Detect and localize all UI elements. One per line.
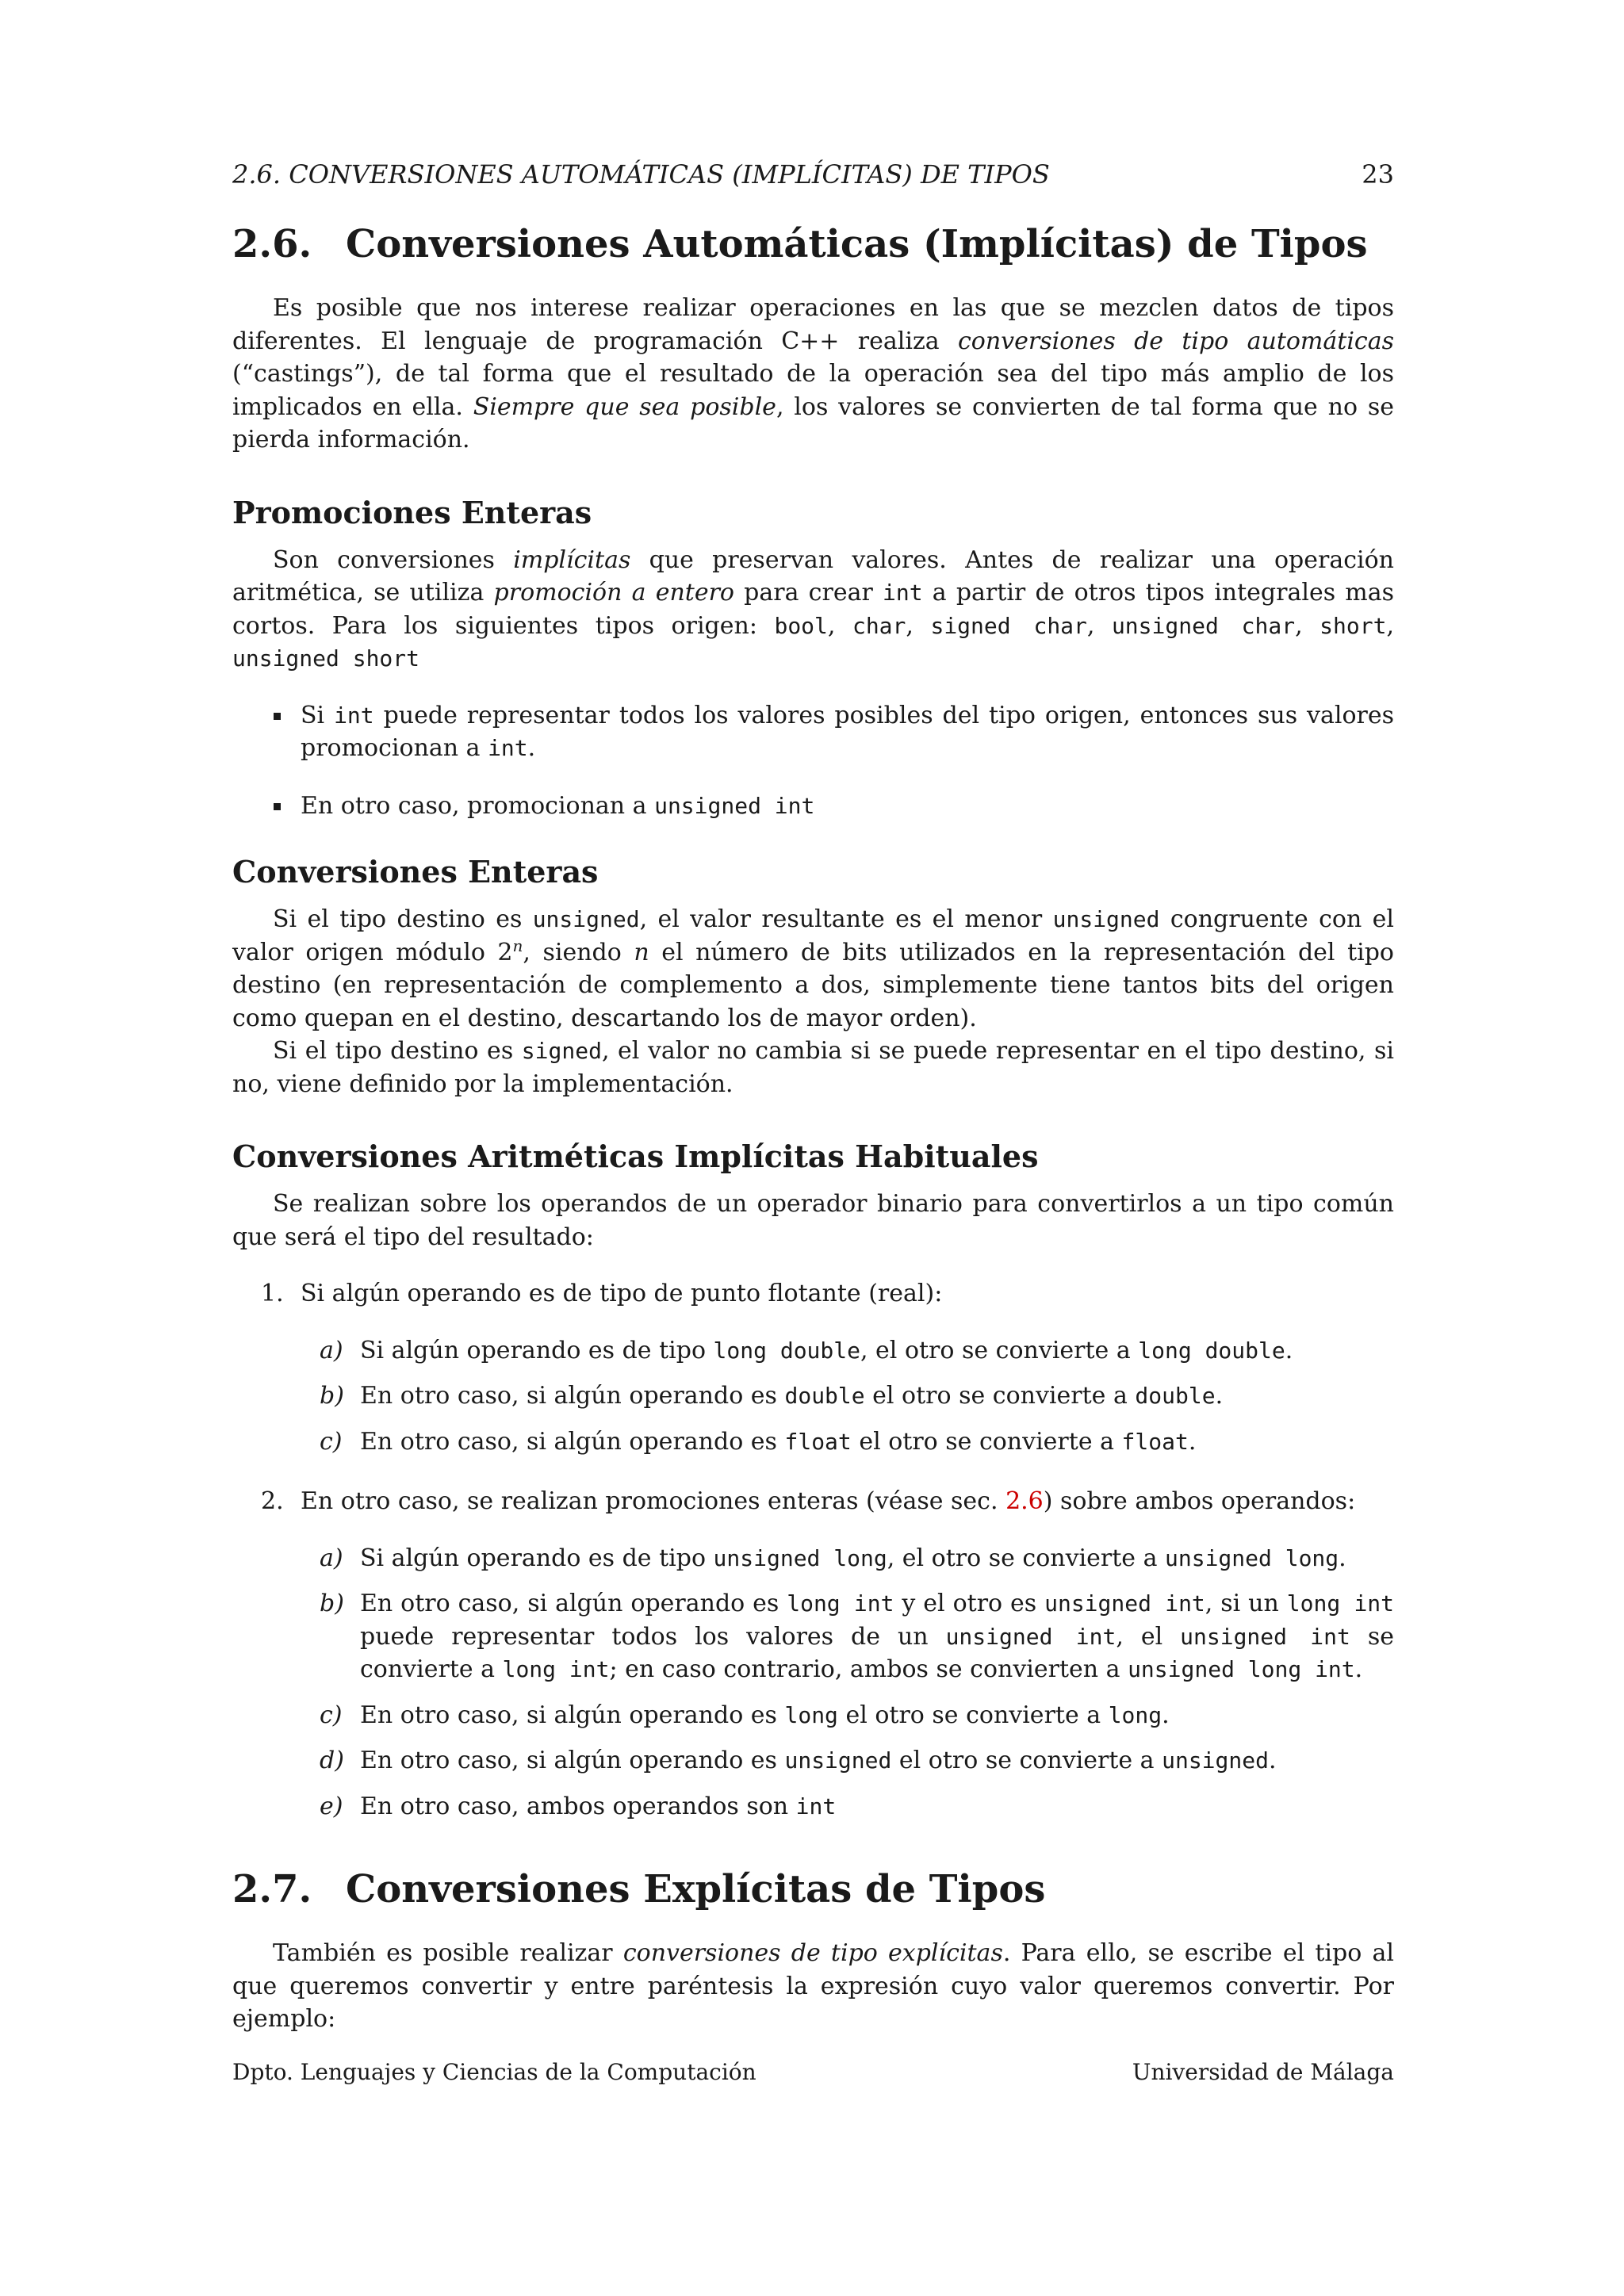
code: int [488,735,528,761]
text-run: , [1295,611,1320,640]
arithmetic-rules-list [232,1277,1394,1823]
text-run: congruente con el valor origen módulo 2 [232,905,1394,966]
text-run: el otro se convierte a [864,1382,1136,1410]
list-label: c) [320,1701,343,1729]
code: int [795,1793,837,1820]
text-run: . Para ello, se escribe el tipo al que queremos convertir y entre paréntesis la expresión cuyo valor queremos convertir. Por ejemplo: [232,1939,1394,2033]
promociones-bullet-list [232,699,1394,823]
text-run: ) sobre ambos operandos: [1043,1487,1356,1515]
page-content [232,220,1394,2036]
list-item [232,1542,1394,1575]
list-label: a) [320,1544,343,1572]
section-2-7-intro [232,1937,1394,2036]
code: unsigned int [1044,1590,1205,1617]
text-run: En otro caso, si algún operando es [360,1382,785,1410]
text-run: , [827,611,852,640]
code: int [334,702,374,729]
code: unsigned int [654,792,815,819]
text-run: el número de bits utilizados en la representación del tipo destino (en representación de complemento a dos, simplemente tiene tantos bits del origen como quepan en el destino, descartando los de mayor orden). [232,938,1394,1032]
text-run: , el [1116,1622,1181,1651]
text-run: En otro caso, se realizan promociones enteras (véase sec. [301,1487,1006,1515]
code: double [784,1383,865,1409]
code: unsigned int [945,1623,1116,1650]
code: short [1320,612,1387,639]
code: unsigned char [1111,612,1296,639]
text-run: , [1086,611,1112,640]
emphasis: Siempre que sea posible [473,392,776,421]
section-reference-link[interactable]: 2.6 [1005,1487,1044,1515]
footer-department: Dpto. Lenguajes y Ciencias de la Computación [232,2059,756,2085]
list-item [232,1425,1394,1459]
code: unsigned [1162,1747,1269,1774]
code: long double [713,1337,860,1364]
promociones-heading: Promociones Enteras [232,494,592,530]
list-item [232,1744,1394,1777]
section-number: 2.6. [232,222,312,266]
code: unsigned [532,906,640,932]
text-run: En otro caso, si algún operando es [360,1590,787,1617]
list-item [232,1380,1394,1413]
sub-list [301,1542,1394,1823]
section-2-7-heading [232,1866,1394,1913]
text-run: Es posible que nos interese realizar operaciones en las que se mezclen datos de tipos diferentes. El lenguaje de programación C++ realiza [232,294,1394,355]
list-item [232,699,1394,765]
list-label: e) [320,1792,343,1820]
text-run: el otro se convierte a [851,1427,1122,1456]
section-title: Conversiones Automáticas (Implícitas) de Tipos [346,222,1368,266]
list-item [232,1277,1394,1458]
list-item [232,1587,1394,1686]
text-run: Si el tipo destino es [273,905,533,933]
superscript: n [512,936,523,955]
emphasis: promoción a entero [493,579,734,607]
text-run: Si algún operando es de tipo [360,1336,714,1364]
text-run: (“castings”), de tal forma que el resultado de la operación sea del tipo más amplio de los implicados en ella. [232,360,1394,421]
code: long int [787,1590,894,1617]
list-label: b) [320,1590,344,1617]
text-run: Si [301,701,335,729]
promociones-paragraph [232,544,1394,675]
text-run: También es posible realizar [273,1939,623,1967]
list-item [232,1485,1394,1823]
code: unsigned int [1180,1623,1350,1650]
conversiones-enteras-paragraph-2 [232,1035,1394,1100]
text-run: , siendo [523,938,634,966]
text-run: , [1386,611,1394,640]
list-number: 1. [261,1280,284,1307]
list-label: d) [320,1747,344,1774]
code: unsigned [1052,906,1160,932]
text-run: para crear [733,579,883,607]
list-label: a) [320,1336,343,1364]
list-label: c) [320,1427,343,1456]
page-number: 23 [1362,159,1394,189]
text-run: , el valor no cambia si se puede representar en el tipo destino, si no, viene definido por la implementación. [232,1037,1394,1098]
text-run: . [1354,1655,1363,1683]
text-run: En otro caso, ambos operandos son [360,1792,796,1820]
text-run: a partir de otros tipos integrales mas cortos. Para los siguientes tipos origen: [232,579,1395,640]
text-run: . [527,734,536,762]
text-run: puede representar todos los valores de un [360,1622,946,1651]
text-run: Son conversiones [273,545,514,574]
list-item [232,790,1394,823]
text-run: ; en caso contrario, ambos se convierten a [609,1655,1128,1683]
text-run: Si algún operando es de tipo [360,1544,714,1572]
emphasis: implícitas [513,545,631,574]
list-label: b) [320,1382,344,1410]
page-footer [232,2058,1394,2087]
list-item [232,1699,1394,1732]
text-run: . [1188,1427,1197,1456]
code: signed [521,1038,602,1064]
code: double [1135,1383,1216,1409]
text-run: , el otro se convierte a [887,1544,1165,1572]
code: unsigned long [713,1544,887,1571]
code: int [883,580,923,606]
text-run: que preservan valores. Antes de realizar una operación aritmética, se utiliza [232,545,1394,607]
code: unsigned long [1165,1544,1339,1571]
section-title: Conversiones Explícitas de Tipos [346,1867,1046,1911]
running-head-title: 2.6. CONVERSIONES AUTOMÁTICAS (IMPLÍCITAS) DE TIPOS [232,159,1050,189]
text-run: el otro se convierte a [837,1701,1109,1729]
text-run: el otro se convierte a [891,1747,1162,1774]
code: long int [1286,1590,1395,1617]
code: unsigned short [232,645,420,672]
code: float [1121,1428,1189,1455]
code: long int [502,1656,610,1682]
text-run: Si el tipo destino es [273,1037,522,1065]
code: long double [1138,1337,1285,1364]
conversiones-enteras-heading: Conversiones Enteras [232,854,599,890]
text-run: . [1285,1336,1293,1364]
code: unsigned long int [1128,1656,1355,1682]
text-run: En otro caso, si algún operando es [360,1427,785,1456]
list-item [232,1334,1394,1368]
code: long [784,1701,838,1728]
text-run: , los valores se convierten de tal forma que no se pierda información. [232,392,1394,453]
text-run: , el valor resultante es el menor [639,905,1053,933]
bullet-icon [274,803,281,810]
section-number: 2.7. [232,1867,312,1911]
emphasis: conversiones de tipo automáticas [957,327,1394,355]
code: bool [774,612,828,639]
section-2-6-intro [232,292,1394,457]
footer-university: Universidad de Málaga [1132,2059,1394,2085]
text-run: En otro caso, promocionan a [301,791,655,820]
text-run: , [906,611,931,640]
conversiones-aritmeticas-intro: Se realizan sobre los operandos de un operador binario para convertirlos a un tipo común que será el tipo del resultado: [232,1190,1394,1251]
emphasis: conversiones de tipo explícitas [622,1939,1003,1967]
code: char [852,612,906,639]
text-run: , el otro se convierte a [860,1336,1139,1364]
code: long [1108,1701,1162,1728]
code: float [784,1428,852,1455]
text-run: , si un [1205,1590,1287,1617]
sub-list [301,1334,1394,1459]
text-run: se convierte a [360,1622,1394,1683]
text-run: . [1268,1747,1277,1774]
text-run: . [1215,1382,1224,1410]
text-run: Si algún operando es de tipo de punto flotante (real): [301,1280,943,1307]
list-number: 2. [261,1487,284,1515]
text-run: . [1339,1544,1346,1572]
text-run: En otro caso, si algún operando es [360,1701,785,1729]
code: unsigned [784,1747,892,1774]
emphasis: n [634,938,649,966]
text-run: puede representar todos los valores posibles del tipo origen, entonces sus valores promocionan a [301,701,1395,762]
text-run: En otro caso, si algún operando es [360,1747,785,1774]
running-head [232,159,1394,190]
code: signed char [930,612,1087,639]
conversiones-aritmeticas-heading: Conversiones Aritméticas Implícitas Habituales [232,1138,1039,1174]
text-run: . [1162,1701,1170,1729]
bullet-icon [274,713,281,720]
section-2-6-heading [232,220,1394,268]
text-run: y el otro es [894,1590,1045,1617]
list-item [232,1790,1394,1823]
conversiones-enteras-paragraph-1 [232,903,1394,1035]
